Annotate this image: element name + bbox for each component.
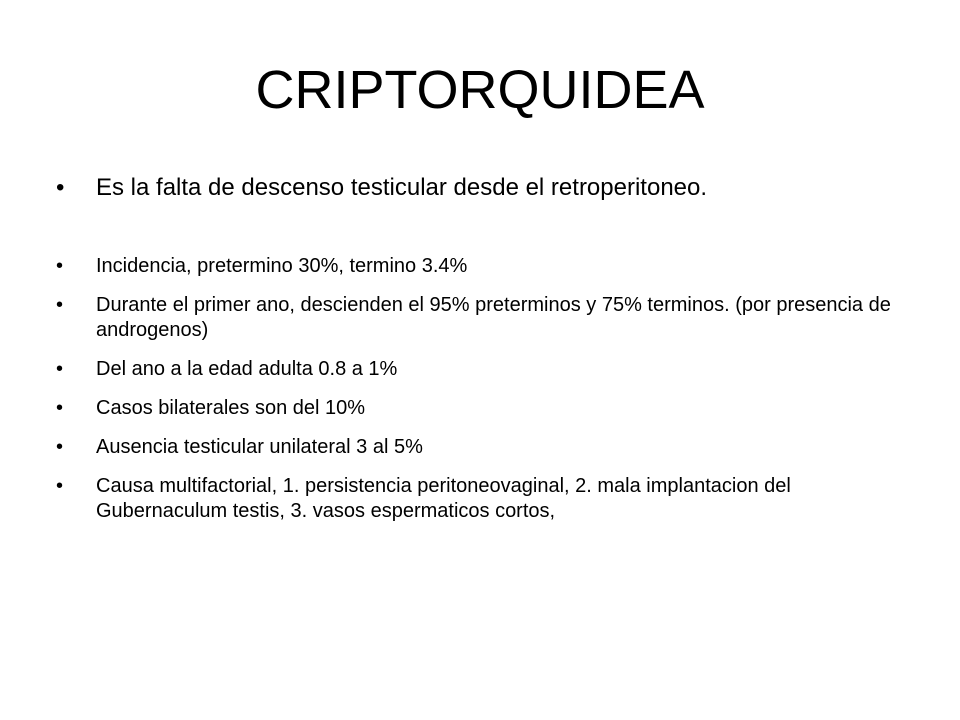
list-item-text: Casos bilaterales son del 10% xyxy=(96,397,366,419)
list-item-text: Incidencia, pretermino 30%, termino 3.4% xyxy=(96,255,468,277)
bullet-icon: • xyxy=(56,475,64,497)
list-item-intro xyxy=(56,172,916,204)
bullet-icon: • xyxy=(56,436,64,458)
bullet-icon: • xyxy=(56,174,65,201)
list-item-text: Ausencia testicular unilateral 3 al 5% xyxy=(96,436,423,458)
list-item xyxy=(56,474,916,524)
bullet-list xyxy=(56,172,916,538)
list-item-text: Causa multifactorial, 1. persistencia peritoneovaginal, 2. mala implantacion del Gubernaculum testis, 3. vasos espermaticos cortos, xyxy=(96,475,791,522)
list-item-text: Del ano a la edad adulta 0.8 a 1% xyxy=(96,358,398,380)
bullet-icon: • xyxy=(56,255,64,277)
list-item-text: Es la falta de descenso testicular desde el retroperitoneo. xyxy=(96,174,708,201)
bullet-icon: • xyxy=(56,294,64,316)
list-item xyxy=(56,435,916,460)
list-item xyxy=(56,357,916,382)
bullet-icon: • xyxy=(56,358,64,380)
list-item xyxy=(56,396,916,421)
slide-title: CRIPTORQUIDEA xyxy=(255,60,705,120)
list-item xyxy=(56,293,916,343)
list-item-text: Durante el primer ano, descienden el 95% preterminos y 75% terminos. (por presencia de androgenos) xyxy=(96,294,891,341)
list-item xyxy=(56,254,916,279)
bullet-icon: • xyxy=(56,397,64,419)
